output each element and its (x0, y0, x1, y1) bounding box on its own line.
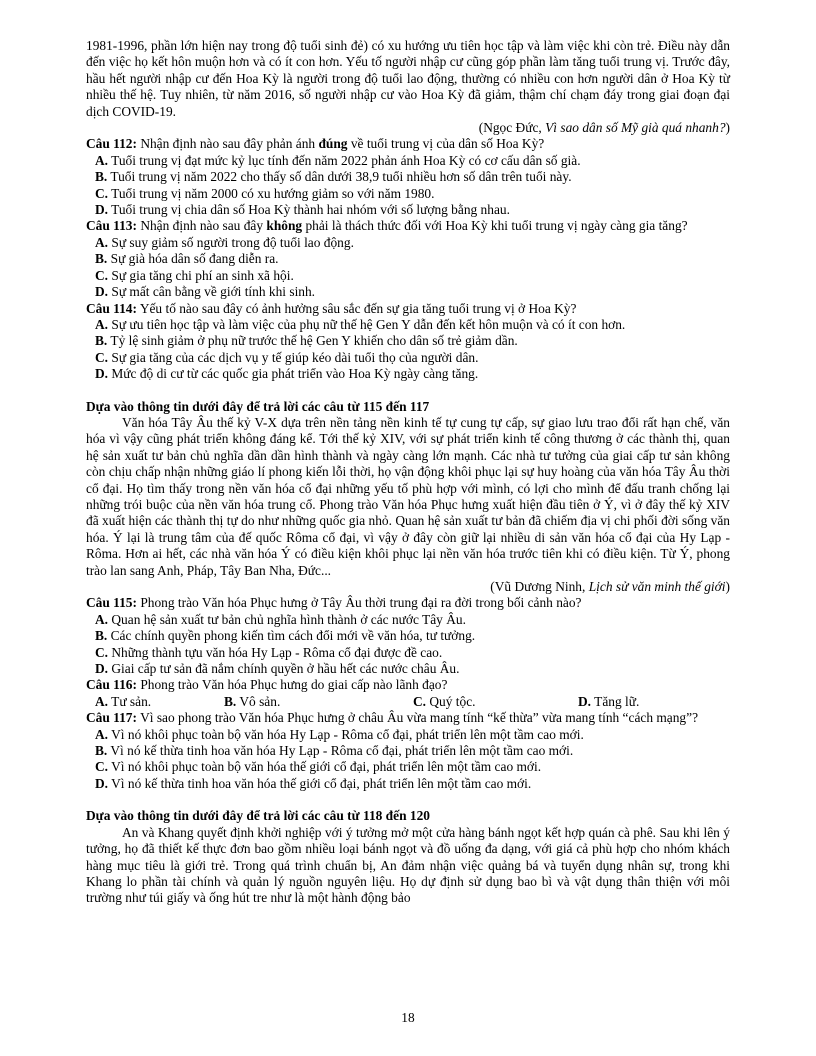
option-letter: C. (95, 267, 109, 283)
option-letter: B. (95, 743, 108, 759)
citation-source-2 (86, 579, 730, 595)
question-112-emphasis: đúng (318, 136, 348, 152)
option-text: Tư sản. (108, 693, 152, 709)
question-115-text: Phong trào Văn hóa Phục hưng ở Tây Âu thời trung đại ra đời trong bối cảnh nào? (136, 595, 582, 611)
question-117-option-b (95, 743, 730, 759)
question-114-option-c (95, 350, 730, 366)
question-113-option-c (95, 268, 730, 284)
option-text: Các chính quyền phong kiến tìm cách đổi mới về văn hóa, tư tưởng. (107, 628, 476, 644)
question-112-option-a (95, 153, 730, 169)
question-112 (86, 136, 730, 218)
question-112-option-b (95, 169, 730, 185)
question-117 (86, 710, 730, 792)
section-heading-115-117: Dựa vào thông tin dưới đây để trả lời các câu từ 115 đến 117 (86, 398, 430, 414)
option-letter: A. (95, 152, 109, 168)
question-112-option-d (95, 202, 730, 218)
option-text: Tăng lữ. (591, 693, 640, 709)
option-text: Vì nó khôi phục toàn bộ văn hóa Hy Lạp - Rôma cổ đại, phát triển lên một tầm cao mới. (108, 726, 584, 742)
reading-passage-2: An và Khang quyết định khởi nghiệp với ý tưởng mở một cửa hàng bánh ngọt kết hợp quán cà phê. Sau khi lên ý tưởng, họ đã thiết kế thực đơn bao gồm nhiều loại bánh ngọt và đồ uống đa dạng, với giá cả phù hợp cho nhóm khách hàng mục tiêu là giới trẻ. Trong quá trình chuẩn bị, An đảm nhận việc quảng bá và tuyển dụng nhân sự, trong khi Khang lo phần tài chính và quản lý nguồn nguyên liệu. Họ dự định sử dụng bao bì và vật dụng thân thiện với môi trường như túi giấy và ống hút tre như là một hành động bảo (86, 824, 730, 906)
option-letter: D. (578, 693, 592, 709)
question-115-option-d (95, 661, 730, 677)
option-letter: B. (95, 169, 108, 185)
question-114-text: Yếu tố nào sau đây có ảnh hưởng sâu sắc đến sự gia tăng tuổi trung vị ở Hoa Kỳ? (136, 300, 577, 316)
option-letter: C. (95, 644, 109, 660)
question-113-option-b (95, 251, 730, 267)
option-letter: A. (95, 693, 109, 709)
question-113-option-d (95, 284, 730, 300)
option-letter: A. (95, 316, 109, 332)
question-117-option-a (95, 727, 730, 743)
option-text: Tỷ lệ sinh giảm ở phụ nữ trước thế hệ Gen Y khiến cho dân số trẻ giảm dần. (107, 333, 518, 349)
option-letter: C. (413, 693, 427, 709)
question-114 (86, 301, 730, 383)
question-115-option-b (95, 628, 730, 644)
intro-paragraph: 1981-1996, phần lớn hiện nay trong độ tuổi sinh đẻ) có xu hướng ưu tiên học tập và làm việc khi còn trẻ. Điều này dẫn đến việc họ kết hôn muộn hơn và có ít con hơn. Yếu tố người nhập cư cũng góp phần làm tăng tuổi trung vị. Trước đây, hầu hết người nhập cư đến Hoa Kỳ là người trong độ tuổi lao động, thường có nhiều con hơn người dân ở Hoa Kỳ từ nhiều thế hệ. Tuy nhiên, từ năm 2016, số người nhập cư vào Hoa Kỳ đã giảm, thậm chí chạm đáy trong giai đoạn đại dịch COVID-19. (86, 38, 730, 119)
section-heading-118-120: Dựa vào thông tin dưới đây để trả lời các câu từ 118 đến 120 (86, 808, 430, 824)
citation-title: Vì sao dân số Mỹ già quá nhanh? (545, 120, 726, 136)
question-117-option-c (95, 759, 730, 775)
page-number: 18 (401, 1009, 415, 1025)
question-113-stem (86, 218, 730, 234)
option-letter: B. (95, 251, 108, 267)
question-116-option-d (578, 694, 730, 710)
option-letter: D. (95, 661, 109, 677)
question-116-option-b (224, 694, 413, 710)
question-116-option-c (413, 694, 578, 710)
option-text: Sự gia tăng chi phí an sinh xã hội. (108, 267, 294, 283)
question-117-option-d (95, 776, 730, 792)
option-text: Những thành tựu văn hóa Hy Lạp - Rôma cổ đại được đề cao. (108, 644, 443, 660)
question-112-option-c (95, 186, 730, 202)
question-115 (86, 595, 730, 677)
question-112-text-cont: về tuổi trung vị của dân số Hoa Kỳ? (347, 136, 545, 152)
question-113 (86, 218, 730, 300)
option-letter: C. (95, 759, 109, 775)
question-113-text-cont: phải là thách thức đối với Hoa Kỳ khi tuổi trung vị ngày càng gia tăng? (302, 218, 688, 234)
question-114-option-b (95, 333, 730, 349)
citation-close: ) (725, 579, 730, 594)
option-text: Vô sản. (236, 693, 281, 709)
option-text: Sự ưu tiên học tập và làm việc của phụ nữ thế hệ Gen Y dẫn đến kết hôn muộn và có ít con hơn. (108, 316, 626, 332)
question-114-number: Câu 114: (86, 300, 137, 316)
option-letter: B. (95, 628, 108, 644)
option-text: Tuổi trung vị chia dân số Hoa Kỳ thành hai nhóm với số lượng bằng nhau. (108, 202, 510, 218)
option-letter: B. (224, 693, 237, 709)
option-text: Sự già hóa dân số đang diễn ra. (107, 251, 279, 267)
question-116-option-a (95, 694, 224, 710)
option-letter: A. (95, 726, 109, 742)
citation-author: (Vũ Dương Ninh, (490, 579, 589, 594)
option-letter: B. (95, 333, 108, 349)
option-letter: D. (95, 775, 109, 791)
option-text: Tuổi trung vị đạt mức kỷ lục tính đến năm 2022 phản ánh Hoa Kỳ có cơ cấu dân số già. (108, 152, 581, 168)
question-116-stem (86, 677, 730, 693)
citation-title: Lịch sử văn minh thế giới (588, 579, 726, 594)
option-text: Sự gia tăng của các dịch vụ y tế giúp kéo dài tuổi thọ của người dân. (108, 349, 479, 365)
option-text: Tuổi trung vị năm 2000 có xu hướng giảm so với năm 1980. (108, 185, 435, 201)
question-114-option-a (95, 317, 730, 333)
citation-close: ) (725, 120, 730, 136)
question-115-option-c (95, 645, 730, 661)
option-text: Vì nó kế thừa tinh hoa văn hóa thế giới cổ đại, phát triển lên một tầm cao mới. (108, 775, 532, 791)
question-116 (86, 677, 730, 710)
option-letter: D. (95, 284, 109, 300)
option-text: Sự mất cân bằng về giới tính khi sinh. (108, 284, 316, 300)
option-letter: A. (95, 234, 109, 250)
reading-passage-1: Văn hóa Tây Âu thế kỷ V-X dựa trên nền tảng nền kinh tế tự cung tự cấp, sự giao lưu trao đổi rất hạn chế, văn hóa vì vậy cũng phát triển không đáng kể. Tới thế kỷ XIV, với sự phát triển kinh tế công thương ở các thành thị, quan hệ sản xuất tư bản chủ nghĩa dần dần hình thành và ngày càng lớn mạnh. Các nhà tư tưởng của giai cấp tư sản không còn chịu chấp nhận những giáo lí phong kiến lỗi thời, họ vận động khôi phục lại sự huy hoàng của văn hóa Tây Âu thời cổ đại. Họ tìm thấy trong nền văn hóa cổ đại những yếu tố phù hợp với mình, có lợi cho mình để đấu tranh chống lại những trói buộc của nền văn hóa trung cổ. Phong trào Văn hóa Phục hưng xuất hiện đầu tiên ở Ý, vì ở đây thế kỷ XIV đã xuất hiện các thành thị tự do như những quốc gia nhỏ. Quan hệ sản xuất tư bản đã chiếm địa vị chi phối đời sống văn hóa. Ý lại là trung tâm của đế quốc Rôma cổ đại, vì vậy ở đây còn giữ lại nhiều di sản văn hóa cổ đại của Hy Lạp - Rôma. Hơn ai hết, các nhà văn hóa Ý có điều kiện khôi phục lại nền văn hóa trước tiên khi có điều kiện. Từ Ý, phong trào lan sang Anh, Pháp, Tây Ban Nha, Đức... (86, 414, 730, 578)
option-letter: C. (95, 349, 109, 365)
question-114-option-d (95, 366, 730, 382)
option-letter: A. (95, 611, 109, 627)
option-letter: D. (95, 366, 109, 382)
option-text: Sự suy giảm số người trong độ tuổi lao động. (108, 234, 354, 250)
question-113-text: Nhận định nào sau đây (136, 218, 267, 234)
question-115-number: Câu 115: (86, 595, 137, 611)
option-letter: C. (95, 185, 109, 201)
citation-author: (Ngọc Đức, (478, 120, 546, 136)
option-text: Tuổi trung vị năm 2022 cho thấy số dân dưới 38,9 tuổi nhiều hơn số dân trên tuổi này. (107, 169, 572, 185)
question-115-stem (86, 595, 730, 611)
question-113-number: Câu 113: (86, 218, 137, 234)
question-112-stem (86, 136, 730, 152)
question-117-number: Câu 117: (86, 710, 137, 726)
question-113-emphasis: không (266, 218, 303, 234)
question-113-option-a (95, 235, 730, 251)
question-115-option-a (95, 612, 730, 628)
citation-source-1 (86, 120, 730, 136)
question-112-number: Câu 112: (86, 136, 137, 152)
question-116-number: Câu 116: (86, 677, 137, 693)
question-116-options (95, 694, 730, 710)
option-letter: D. (95, 202, 109, 218)
option-text: Vì nó kế thừa tinh hoa văn hóa Hy Lạp - Rôma cổ đại, phát triển lên một tầm cao mới. (107, 743, 574, 759)
option-text: Quan hệ sản xuất tư bản chủ nghĩa hình thành ở các nước Tây Âu. (108, 611, 466, 627)
question-112-text: Nhận định nào sau đây phản ánh (136, 136, 319, 152)
option-text: Quý tộc. (426, 693, 476, 709)
question-117-stem (86, 710, 730, 726)
question-116-text: Phong trào Văn hóa Phục hưng do giai cấp nào lãnh đạo? (136, 677, 448, 693)
option-text: Giai cấp tư sản đã nắm chính quyền ở hầu hết các nước châu Âu. (108, 661, 460, 677)
option-text: Mức độ di cư từ các quốc gia phát triển vào Hoa Kỳ ngày càng tăng. (108, 366, 479, 382)
option-text: Vì nó khôi phục toàn bộ văn hóa thế giới cổ đại, phát triển lên một tầm cao mới. (108, 759, 542, 775)
question-114-stem (86, 301, 730, 317)
question-117-text: Vì sao phong trào Văn hóa Phục hưng ở châu Âu vừa mang tính “kế thừa” vừa mang tính “cách mạng”? (136, 710, 699, 726)
